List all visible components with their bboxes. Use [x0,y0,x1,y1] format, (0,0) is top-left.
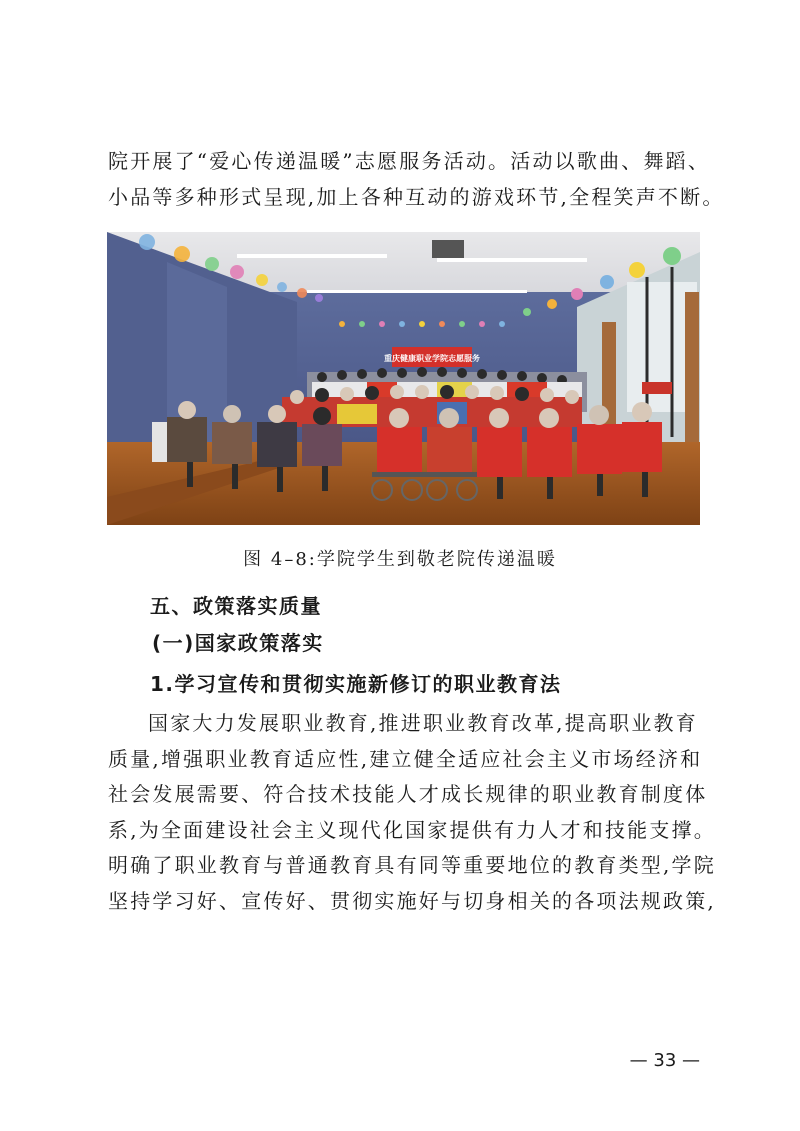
page-number: — 33 — [629,1050,700,1071]
figure-caption: 图 4–8:学院学生到敬老院传递温暖 [243,549,557,570]
subsection-heading: (一)国家政策落实 [152,631,324,655]
body-paragraph [108,706,716,919]
text-line: 系,为全面建设社会主义现代化国家提供有力人才和技能支撑。 [108,817,716,842]
text-line: 明确了职业教育与普通教育具有同等重要地位的教育类型,学院 [108,853,716,877]
text-line: 质量,增强职业教育适应性,建立健全适应社会主义市场经济和 [108,746,703,771]
section-heading: 五、政策落实质量 [150,594,322,618]
intro-paragraph [108,144,725,215]
text-line: 国家大力发展职业教育,推进职业教育改革,提高职业教育 [148,711,698,735]
text-line: 社会发展需要、符合技术技能人才成长规律的职业教育制度体 [108,782,708,806]
banner-text: 重庆健康职业学院志愿服务 [384,354,480,363]
event-photo [107,232,700,525]
text-line: 院开展了“爱心传递温暖”志愿服务活动。活动以歌曲、舞蹈、 [108,149,711,173]
item-heading: 1.学习宣传和贯彻实施新修订的职业教育法 [150,672,562,696]
text-line: 小品等多种形式呈现,加上各种互动的游戏环节,全程笑声不断。 [108,184,725,209]
text-line: 坚持学习好、宣传好、贯彻实施好与切身相关的各项法规政策, [108,888,716,913]
